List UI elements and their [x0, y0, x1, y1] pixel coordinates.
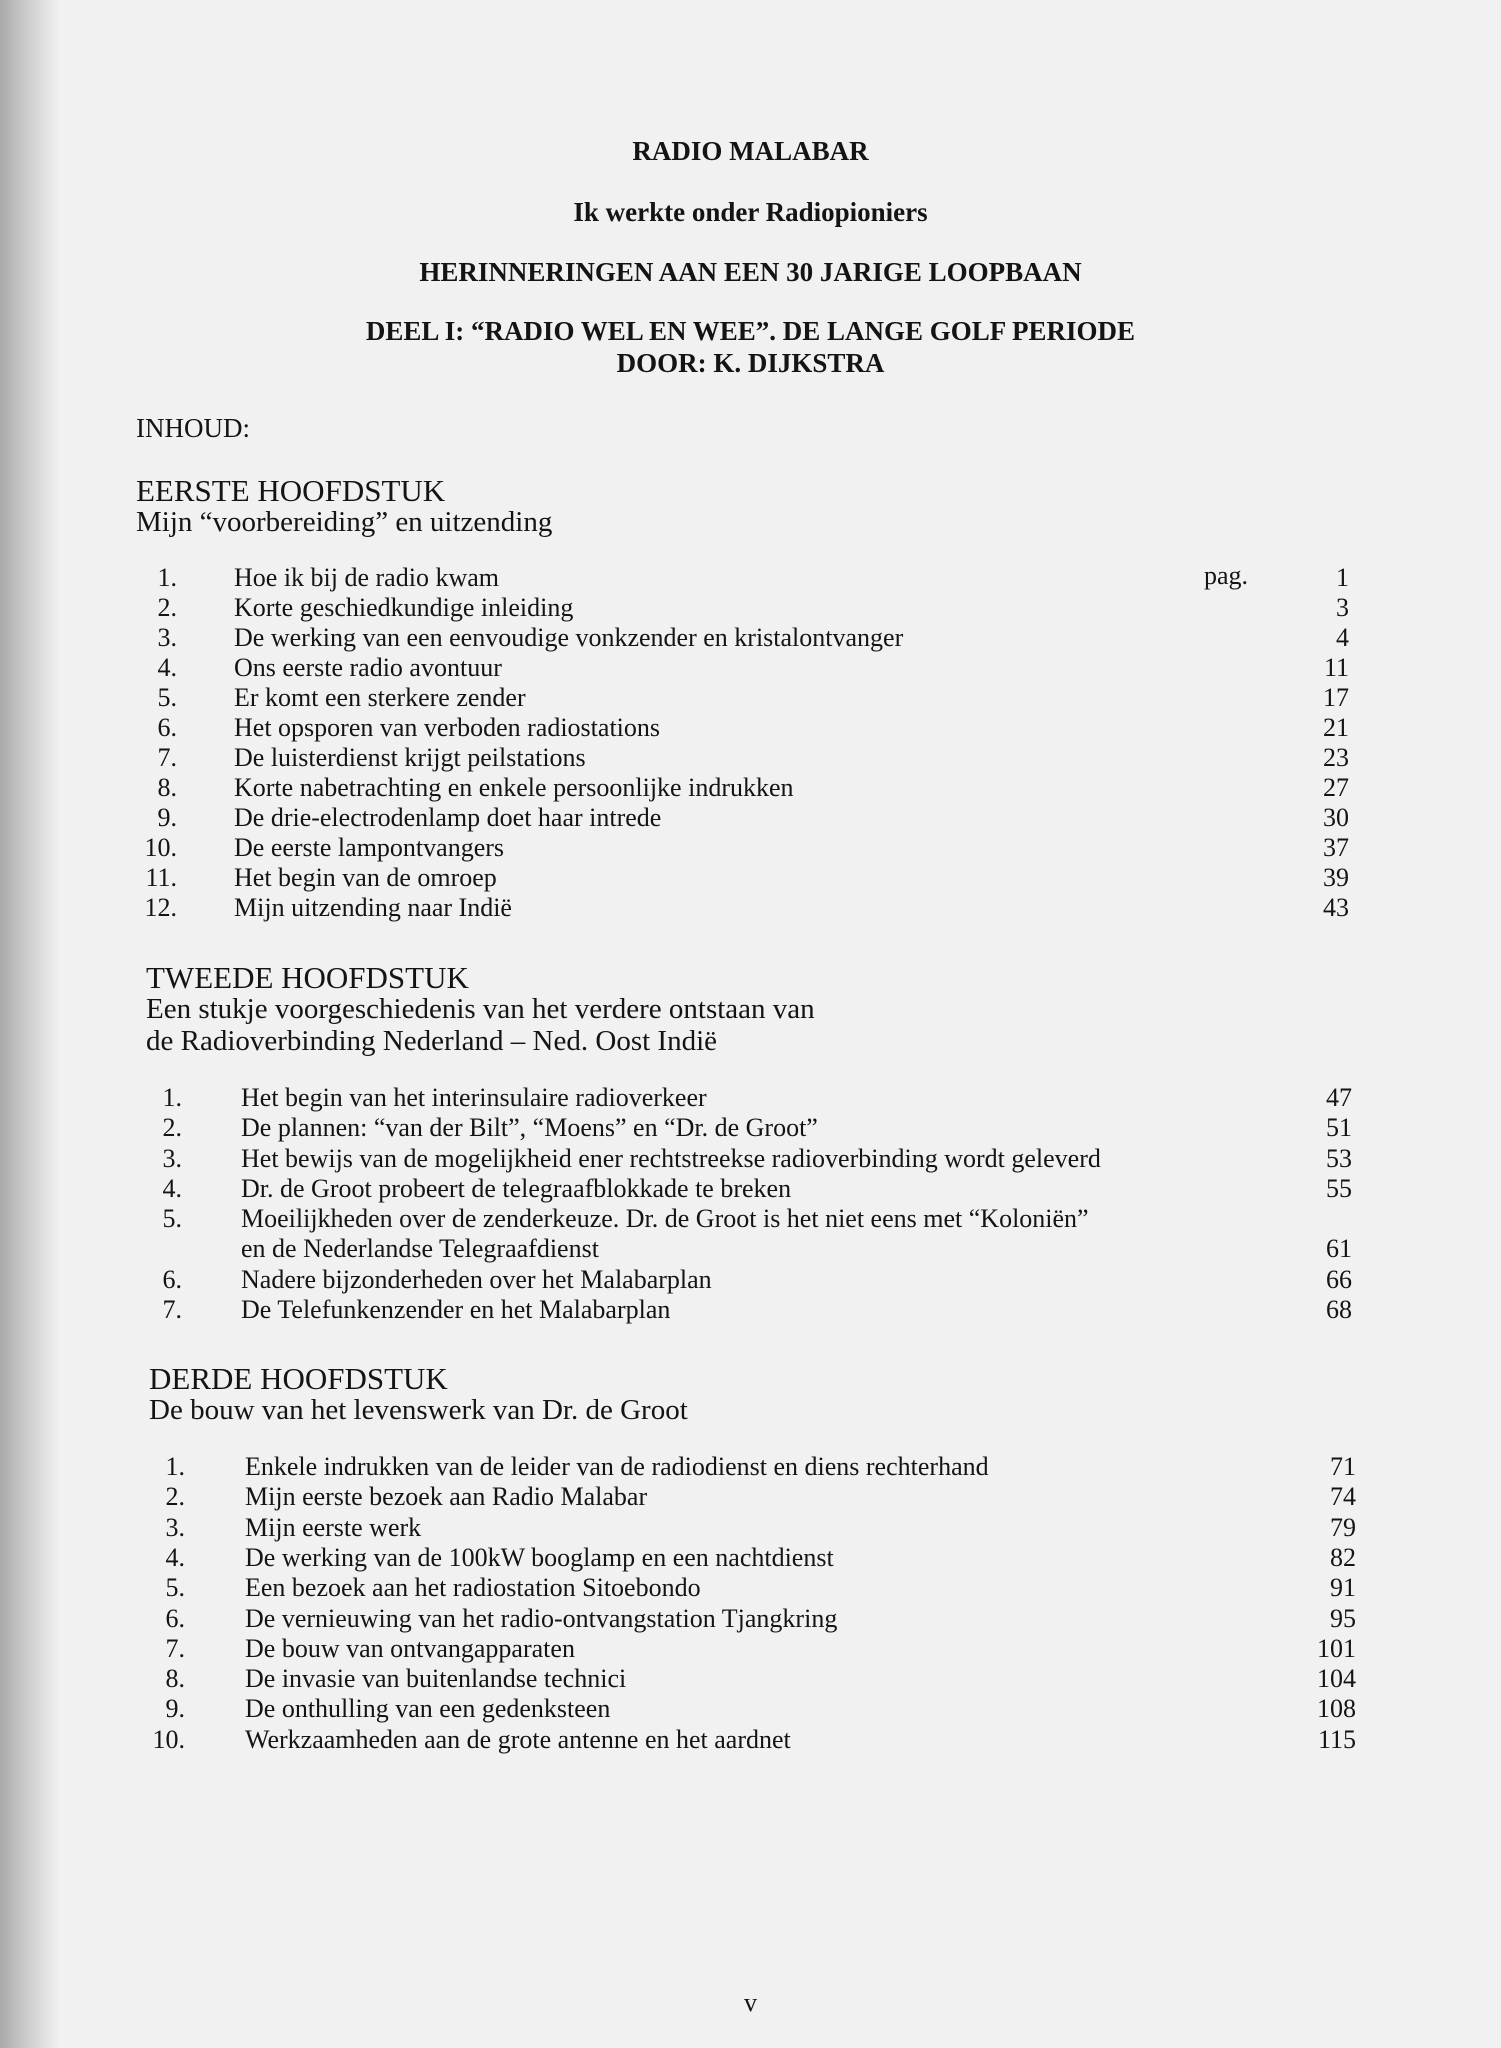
toc-entry-page: 101: [1317, 1633, 1356, 1663]
toc-entry-page: 47: [1326, 1083, 1352, 1112]
toc-entry-number: 4.: [157, 653, 177, 682]
toc-entry-title: Mijn eerste werk: [245, 1512, 422, 1542]
toc-entry-title: De eerste lampontvangers: [234, 833, 505, 862]
toc-entry-number: 2.: [165, 1482, 185, 1512]
toc-entry-number: 9.: [165, 1694, 185, 1724]
toc-entry-page: 108: [1317, 1694, 1356, 1724]
document-title: RADIO MALABAR: [632, 136, 869, 166]
toc-entry-title: De Telefunkenzender en het Malabarplan: [241, 1295, 671, 1325]
toc-entry-page: 79: [1330, 1512, 1356, 1542]
toc-entry-title: Enkele indrukken van de leider van de radiodienst en diens rechterhand: [245, 1452, 989, 1481]
toc-entry-title: De vernieuwing van het radio-ontvangstation Tjangkring: [245, 1603, 838, 1633]
toc-entry-page: 53: [1326, 1143, 1352, 1173]
toc-entry-title: Moeilijkheden over de zenderkeuze. Dr. de Groot is het niet eens met “Koloniën”: [241, 1204, 1089, 1234]
toc-entry-number: 7.: [162, 1295, 182, 1325]
toc-entry-number: 7.: [157, 743, 177, 772]
toc-entry-number: 5.: [165, 1573, 185, 1603]
part-title: DEEL I: “RADIO WEL EN WEE”. DE LANGE GOLF PERIODE: [365, 316, 1136, 346]
toc-entry-title: De plannen: “van der Bilt”, “Moens” en “Dr. de Groot”: [241, 1113, 818, 1143]
scan-edge-shadow: [0, 0, 60, 2048]
toc-entry-page: 37: [1323, 833, 1349, 862]
toc-entry-page: 91: [1330, 1573, 1356, 1603]
toc-entry-title: Het opsporen van verboden radiostations: [234, 713, 661, 742]
section-heading: TWEEDE HOOFDSTUK: [146, 960, 469, 995]
toc-entry-title: Het bewijs van de mogelijkheid ener rechtstreekse radioverbinding wordt geleverd: [241, 1143, 1101, 1173]
toc-entry-page: 74: [1330, 1482, 1356, 1512]
toc-entry-number: 1.: [162, 1083, 182, 1112]
toc-entry-number: 8.: [157, 773, 177, 802]
toc-entry-number: 1.: [157, 563, 177, 592]
section-subtitle: Mijn “voorbereiding” en uitzending: [136, 506, 553, 538]
toc-entry-number: 4.: [165, 1542, 185, 1572]
toc-entry-number: 3.: [165, 1512, 185, 1542]
toc-entry-number: 2.: [157, 593, 177, 622]
toc-entry-title: Een bezoek aan het radiostation Sitoebondo: [245, 1573, 701, 1603]
toc-entry-page: 71: [1330, 1452, 1356, 1481]
toc-entry-title: De drie-electrodenlamp doet haar intrede: [234, 803, 662, 832]
toc-entry-number: 1.: [165, 1452, 185, 1481]
toc-entry-title: De invasie van buitenlandse technici: [245, 1664, 627, 1694]
page-folio: v: [744, 1988, 757, 2017]
section-subtitle: de Radioverbinding Nederland – Ned. Oost Indië: [146, 1025, 717, 1057]
toc-entry-number: 3.: [157, 623, 177, 652]
toc-entry-number: 6.: [165, 1603, 185, 1633]
toc-entry-title: Het begin van de omroep: [234, 863, 497, 892]
toc-entry-page: 43: [1323, 893, 1349, 922]
toc-entry-title: De luisterdienst krijgt peilstations: [234, 743, 586, 772]
toc-entry-page: 68: [1326, 1295, 1352, 1325]
toc-entry-title: Mijn uitzending naar Indië: [234, 893, 512, 922]
toc-entry-number: 6.: [162, 1264, 182, 1294]
toc-entry-title: Het begin van het interinsulaire radioverkeer: [241, 1083, 707, 1112]
toc-entry-number: 4.: [162, 1173, 182, 1203]
toc-entry-number: 5.: [157, 683, 177, 712]
toc-entry-page: 82: [1330, 1542, 1356, 1572]
toc-entry-page: 4: [1336, 623, 1349, 652]
document-heading: HERINNERINGEN AAN EEN 30 JARIGE LOOPBAAN: [419, 257, 1082, 287]
toc-entry-title: Werkzaamheden aan de grote antenne en het aardnet: [245, 1724, 791, 1754]
toc-entry-page: 39: [1323, 863, 1349, 892]
toc-entry-page: 61: [1326, 1234, 1352, 1264]
toc-entry-number: 2.: [162, 1113, 182, 1143]
toc-entry-page: 1: [1336, 563, 1349, 592]
toc-entry-number: 12.: [144, 893, 177, 922]
author-line: DOOR: K. DIJKSTRA: [616, 348, 885, 378]
section-subtitle: De bouw van het levenswerk van Dr. de Groot: [149, 1394, 688, 1426]
section-heading: DERDE HOOFDSTUK: [149, 1361, 448, 1396]
toc-entry-number: 7.: [165, 1633, 185, 1663]
toc-entry-page: 51: [1326, 1113, 1352, 1143]
toc-entry-page: 115: [1317, 1724, 1356, 1754]
toc-entry-title: De onthulling van een gedenksteen: [245, 1694, 611, 1724]
toc-entry-number: 8.: [165, 1664, 185, 1694]
toc-entry-number: 3.: [162, 1143, 182, 1173]
toc-entry-number: 9.: [157, 803, 177, 832]
section-heading: EERSTE HOOFDSTUK: [136, 473, 446, 508]
toc-entry-page: 21: [1323, 713, 1349, 742]
toc-entry-number: 10.: [152, 1724, 185, 1754]
toc-entry-page: 66: [1326, 1264, 1352, 1294]
toc-entry-title: Mijn eerste bezoek aan Radio Malabar: [245, 1482, 648, 1512]
contents-label: INHOUD:: [136, 413, 250, 443]
toc-entry-page: 30: [1323, 803, 1349, 832]
toc-entry-title: Korte nabetrachting en enkele persoonlijke indrukken: [234, 773, 794, 802]
toc-entry-title: Hoe ik bij de radio kwam: [234, 563, 499, 592]
document-subtitle: Ik werkte onder Radiopioniers: [573, 197, 928, 227]
section-subtitle: Een stukje voorgeschiedenis van het verdere ontstaan van: [146, 993, 815, 1025]
toc-entry-page: 17: [1323, 683, 1349, 712]
toc-entry-title: Nadere bijzonderheden over het Malabarplan: [241, 1264, 712, 1294]
toc-entry-number: 11.: [145, 863, 177, 892]
toc-entry-title: Dr. de Groot probeert de telegraafblokkade te breken: [241, 1173, 792, 1203]
toc-entry-title: Er komt een sterkere zender: [234, 683, 526, 712]
toc-entry-title: De werking van een eenvoudige vonkzender en kristalontvanger: [234, 623, 904, 652]
toc-entry-page: 11: [1323, 653, 1349, 682]
toc-entry-number: 10.: [144, 833, 177, 862]
toc-entry-title: De bouw van ontvangapparaten: [245, 1633, 575, 1663]
toc-entry-page: 95: [1330, 1603, 1356, 1633]
toc-entry-title: en de Nederlandse Telegraafdienst: [241, 1234, 599, 1264]
toc-entry-number: 5.: [162, 1204, 182, 1234]
toc-entry-title: Ons eerste radio avontuur: [234, 653, 502, 682]
toc-entry-title: Korte geschiedkundige inleiding: [234, 593, 574, 622]
page-column-label: pag.: [1204, 561, 1249, 590]
toc-entry-page: 55: [1326, 1173, 1352, 1203]
toc-entry-number: 6.: [157, 713, 177, 742]
toc-entry-title: De werking van de 100kW booglamp en een nachtdienst: [245, 1542, 834, 1572]
toc-entry-page: 104: [1317, 1664, 1356, 1694]
toc-entry-page: 23: [1323, 743, 1349, 772]
toc-entry-page: 27: [1323, 773, 1349, 802]
toc-entry-page: 3: [1336, 593, 1349, 622]
